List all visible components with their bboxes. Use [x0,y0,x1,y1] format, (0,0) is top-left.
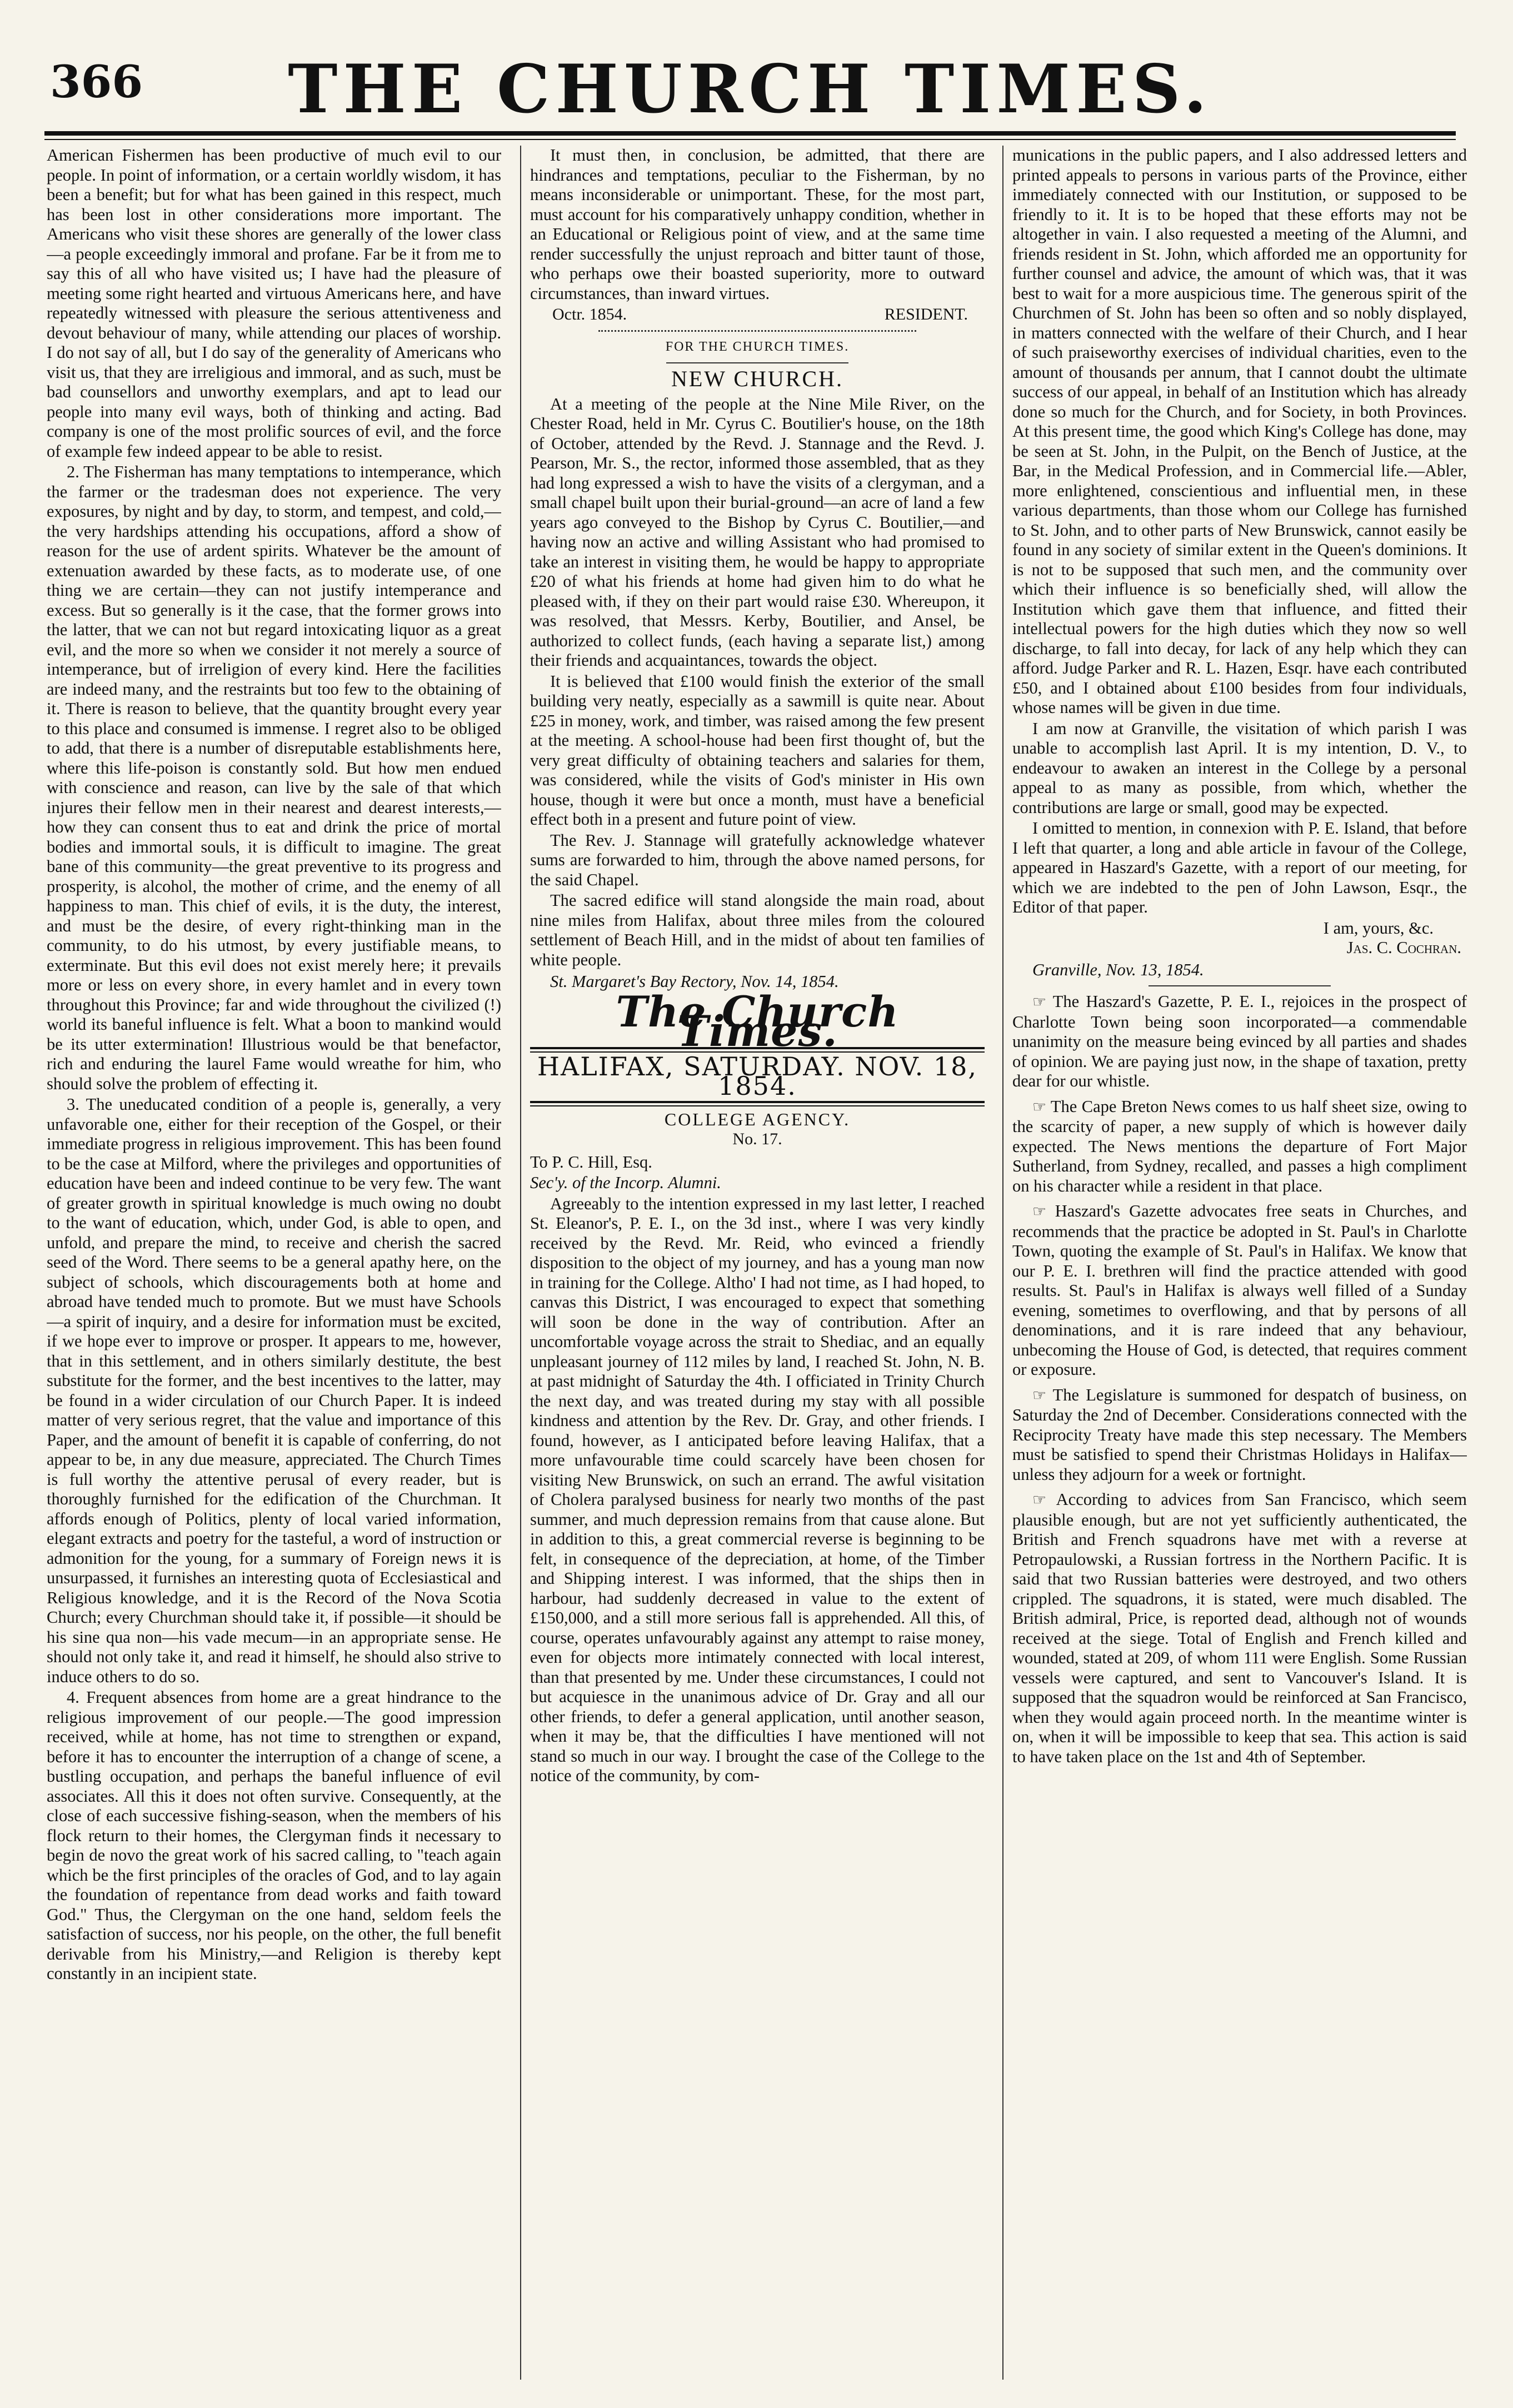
paper-nameplate: The Church Times. [616,986,899,1056]
pointing-hand-icon: ☞ [1032,1203,1055,1220]
paragraph: 4. Frequent absences from home are a great hindrance to the religious improvement of our people.—The good impression received, while at home, has not time to strengthen or expand, before it has to encounter the interruption of a change of scene, a bustling occupation, and perhaps the baneful influence of evil associates. All this it does not often survive. Consequently, at the close of each successive fishing-season, when the members of his flock return to their homes, the Clergyman finds it necessary to begin de novo the great work of his sacred calling, to "teach again which be the first principles of the oracles of God, and to lay again the foundation of repentance from dead works and faith toward God." Thus, the Clergyman on the one hand, seldom feels the satisfaction of success, nor his people, on the other, the full benefit derivable from his Ministry,—and Religion is thereby kept constantly in an incipient state. [47,1688,501,1983]
news-item-text: The Cape Breton News comes to us half sheet size, owing to the scarcity of paper, a new supply of which is however daily expected. The News mentions the departure of Fort Major Sutherland, from Sydney, recalled, and passes a high compliment on his character while a resident in that place. [1012,1096,1467,1195]
pointing-hand-icon: ☞ [1032,1098,1051,1116]
news-item-text: The Legislature is summoned for despatch of business, on Saturday the 2nd of December. Considerations connected with the Reciprocity Treaty have made this step necessary. The Members must be satisfied to spend their Christmas Holidays in Halifax—unless they adjourn for a week or fortnight. [1012,1385,1467,1484]
news-item-text: Haszard's Gazette advocates free seats in Churches, and recommends that the practice be adopted in St. Paul's in Charlotte Town, quoting the example of St. Paul's in Halifax. We know that our P. E. I. brethren will find the practice attended with good results. St. Paul's in Halifax is always well filled of a Sunday evening, sometimes to overflowing, and that by persons of all denominations, and it is rare indeed that any behaviour, unbecoming the House of God, is detected, that requires comment or exposure. [1012,1201,1467,1379]
news-item [1012,1201,1467,1380]
section-divider [666,362,848,363]
article-number: No. 17. [732,1130,782,1148]
paragraph: 3. The uneducated condition of a people is, generally, a very unfavorable one, either for their reception of the Gospel, or their immediate progress in religious improvement. This has been found to be the case at Milford, where the privileges and opportunities of education have been and indeed continue to be very few. The want of greater growth in spiritual knowledge is much owing no doubt to the want of education, which, under God, is able to open, and unfold, and prepare the mind, to receive and cherish the sacred seed of the Word. There seems to be a general apathy here, on the subject of schools, which discouragements both at home and abroad have tended much to promote. But we must have Schools—a spirit of inquiry, and a desire for information must be excited, if we hope ever to improve or prosper. It appears to me, however, that in this settlement, and in others similarly destitute, the best substitute for the former, and the best incentives to the latter, may be found in a wider circulation of our Church Paper. It is indeed matter of very serious regret, that the value and importance of this Paper, and the amount of benefit it is capable of conferring, do not appear to be, in any due measure, appreciated. The Church Times is full worthy the attentive perusal of every reader, but is thoroughly furnished for the edification of the Churchman. It affords enough of Politics, plenty of local varied information, elegant extracts and poetry for the tasteful, a word of instruction or admonition for the young, for a summary of Foreign news it is unsurpassed, it furnishes an interesting quota of Ecclesiastical and Religious knowledge, and it is the Record of the Nova Scotia Church; every Churchman should take it, if possible—it should be his sine qua non—his vade mecum—in an appropriate sense. He should not only take it, and read it himself, he should also strive to induce others to do so. [47,1095,501,1686]
column-divider [520,146,521,2380]
paragraph: The Rev. J. Stannage will gratefully acknowledge whatever sums are forwarded to him, through the above named persons, for the said Chapel. [530,830,985,889]
news-item [1012,1097,1467,1196]
article-heading: COLLEGE AGENCY. [664,1109,851,1129]
paragraph: munications in the public papers, and I also addressed letters and printed appeals to persons in various parts of the Province, either immediately connected with our Institution, or supposed to be friendly to it. It is to be hoped that these efforts may not be altogether in vain. I also requested a meeting of the Alumni, and friends resident in St. John, which afforded me an opportunity for further counsel and advice, the amount of which was, that it was best to wait for a more auspicious time. The generous spirit of the Churchmen of St. John has been so often and so nobly displayed, in matters connected with the welfare of their Church, and I hear of such praiseworthy exercises of individual charities, even to the amount of thousands per annum, that I cannot doubt the ultimate success of our appeal, in behalf of an Institution which has already done so much for the Church, and for Society, in both Provinces. At this present time, the good which King's College has done, may be seen at St. John, in the Pulpit, on the Bench of Justice, at the Bar, in the Medical Profession, and in Commercial life.—Abler, more enlightened, conscientious and influential men, in these various departments, than those whom our College has furnished to St. John, and to other parts of New Brunswick, cannot easily be found in any society of similar extent in the Queen's dominions. It is not to be supposed that such men, and the community over which their influence is so beneficially shed, will allow the Institution which gave them that influence, and fitted their intellectual powers for the high duties which they now so well discharge, to fall into decay, for lack of any help which they can afford. Judge Parker and R. L. Hazen, Esqr. have each contributed £50, and I obtained about £100 besides from four individuals, whose names will be given in due time. [1012,146,1467,717]
news-item [1012,1385,1467,1485]
paragraph: At a meeting of the people at the Nine Mile River, on the Chester Road, held in Mr. Cyrus C. Boutilier's house, on the 18th of October, attended by the Revd. J. Stannage and the Revd. J. Pearson, Mr. S., the rector, informed those assembled, that as they had long expressed a wish to have the visits of a clergyman, and a small chapel built upon their burial-ground—an acre of land a few years ago conveyed to the Bishop by Cyrus C. Boutilier,—and having now an active and willing Assistant who had promised to take an interest in visiting them, he would be happy to appropriate £20 of what his friends at home had given him to do what he pleased with, if they on their part would raise £30. Whereupon, it was resolved, that Messrs. Kerby, Boutilier, and Ansel, be authorized to collect funds, (each having a separate list,) among their friends and acquaintances, towards the object. [530,394,985,670]
article-heading: NEW CHURCH. [671,366,844,391]
paragraph: I omitted to mention, in connexion with P. E. Island, that before I left that quarter, a long and able article in favour of the College, appeared in Haszard's Gazette, with a report of our meeting, for which we are indebted to the pen of John Lawson, Esqr., the Editor of that paper. [1012,819,1467,916]
news-item-text: The Haszard's Gazette, P. E. I., rejoices in the prospect of Charlotte Town being soon incorporated—a commendable unanimity on the measure being evinced by all parties and shades of opinion. We are paying just now, in the shape of taxation, pretty dear for our whistle. [1012,992,1467,1090]
addressee-title: Sec'y. of the Incorp. Alumni. [530,1173,721,1192]
letter-dateline: Granville, Nov. 13, 1854. [1032,960,1204,979]
page-number: 366 [50,56,143,108]
column-2 [530,146,985,2385]
paragraph: The sacred edifice will stand alongside the main road, about nine miles from Halifax, about three miles from the coloured settlement of Beach Hill, and in the midst of about ten families of white people. [530,891,985,969]
news-item-text: According to advices from San Francisco, which seem plausible enough, but are not yet sufficiently authenticated, the British and French squadrons have met with a reverse at Petropaulowski, a Russian fortress in the Northern Pacific. It is said that two Russian batteries were destroyed, and two others crippled. The squadrons, it is stated, were much disabled. The British admiral, Price, is reported dead, although not of wounds received at the siege. Total of English and French killed and wounded, stated at 209, of whom 111 were English. Some Russian vessels were captured, and sent to Vancouver's Island. It is supposed that the squadron would be reinforced at San Francisco, when they would again proceed north. In the meantime winter is on, when it will be impossible to keep that sea. This action is said to have taken place on the 1st and 4th of September. [1012,1490,1467,1766]
pointing-hand-icon: ☞ [1032,1387,1053,1404]
newspaper-title: THE CHURCH TIMES. [288,50,1212,128]
paragraph: 2. The Fisherman has many temptations to intemperance, which the farmer or the tradesman does not experience. The very exposures, by night and by day, to storm, and tempest, and cold,—the very hardships attending his occupations, afford a show of reason for the use of ardent spirits. Whatever be the amount of extenuation awarded by these facts, as to moderate use, of one thing we are certain—they can not justify intemperance and excess. But so generally is it the case, that the former grows into the latter, that we can not but regard intoxicating liquor as a great evil, and the more so when we consider it not merely a source of intemperance, but of irreligion of every kind. Here the facilities are indeed many, and the restraints but too few to the obtaining of it. There is reason to believe, that the quantity brought every year to this place and consumed is immense. I regret also to be obliged to add, that there is a number of disreputable establishments here, where this life-poison is constantly sold. But how men endued with conscience and reason, can live by the sale of that which injures their fellow men in their nearest and dearest interests,—how they can consent thus to eat and drink the price of mortal bodies and immortal souls, it is difficult to imagine. The great bane of this community—the great preventive to its progress and prosperity, is alcohol, the mother of crime, and the enemy of all happiness to man. This chief of evils, it is the duty, the interest, and must be the desire, of every right-thinking man in the community, to do his utmost, by every justifiable means, to exterminate. But this evil does not exist merely here; it prevails more or less on every shore, in every hamlet and in every town throughout this Province; far and wide throughout the civilized (!) world its baneful influence is felt. What a boon to mankind would be its utter extermination! Illustrious would be that benefactor, rich and enduring the laurel Fame would wreathe for him, who should solve the problem of effecting it. [47,462,501,1093]
section-divider [598,330,917,332]
letter-date: Octr. 1854. [552,305,627,323]
article-dateline: St. Margaret's Bay Rectory, Nov. 14, 1854. [550,972,839,991]
letter-closing: I am, yours, &c. [1323,918,1434,938]
letter-signature: Jas. C. Cochran. [1346,938,1461,957]
column-3 [1012,146,1467,2385]
section-kicker: FOR THE CHURCH TIMES. [665,339,850,354]
addressee: To P. C. Hill, Esq. [530,1152,652,1171]
paragraph: It must then, in conclusion, be admitted, that there are hindrances and temptations, peculiar to the Fisherman, by no means inconsiderable or unimportant. These, for the most part, must account for his comparatively unhappy condition, whether in an Educational or Religious point of view, and at the same time render successfully the unjust reproach and bitter taunt of those, who perhaps owe their boasted superiority, more to outward circumstances, than inward virtues. [530,146,985,303]
news-item [1012,992,1467,1091]
paragraph: I am now at Granville, the visitation of which parish I was unable to accomplish last April. It is my intention, D. V., to endeavour to awaken an interest in the College by a personal appeal to as many as possible, from which, whether the contributions are large or small, good may be expected. [1012,719,1467,817]
section-divider [1149,985,1330,986]
pointing-hand-icon: ☞ [1032,994,1053,1011]
masthead-rule-heavy [44,131,1456,136]
nameplate-rule [530,1101,985,1106]
column-1 [47,146,501,2385]
paragraph: Agreeably to the intention expressed in my last letter, I reached St. Eleanor's, P. E. I., on the 3d inst., where I was very kindly received by the Revd. Mr. Reid, who evinced a friendly disposition to the object of my journey, and has a young man now in training for the College. Altho' I had not time, as I had hoped, to canvas this District, I was encouraged to expect that something will soon be done in the way of contribution. After an uncomfortable voyage across the strait to Shediac, and an equally unpleasant journey of 112 miles by land, I reached St. John, N. B. at past midnight of Saturday the 4th. I officiated in Trinity Church the next day, and was treated during my stay with all possible kindness and attention by the Rev. Dr. Gray, and other friends. I found, however, as I anticipated before leaving Halifax, that a more unfavourable time could scarcely have been chosen for visiting New Brunswick, on such an errand. The awful visitation of Cholera paralysed business for nearly two months of the past summer, and much depression remains from that cause alone. But in addition to this, a great commercial reverse is beginning to be felt, in consequence of the depreciation, at home, of the Timber and Shipping interest. I was informed, that the ships then in harbour, had suddenly decreased in value to the extent of £150,000, and a still more serious fall is apprehended. All this, of course, operates unfavourably against any attempt to raise money, even for objects more intimately connected with local interest, than that presented by me. Under these circumstances, I could not but acquiesce in the unanimous advice of Dr. Gray and all our other friends, to defer a general application, until another season, when it may be, that the difficulties I have mentioned will not stand so much in our way. I brought the case of the College to the notice of the community, by com- [530,1194,985,1785]
letter-signoff [530,305,985,325]
paragraph: It is believed that £100 would finish the exterior of the small building very neatly, especially as a sawmill is quite near. About £25 in money, work, and timber, was raised among the few present at the meeting. A school-house had been first thought of, but the very great difficulty of obtaining teachers and salaries for them, was considered, while the visits of God's minister in His own house, though it were but once a month, must have a beneficial effect both in a present and future point of view. [530,671,985,829]
paragraph: American Fishermen has been productive of much evil to our people. In point of information, or a certain worldly wisdom, it has been a benefit; but for what has been gained in this respect, much has been lost in other considerations more important. The Americans who visit these shores are generally of the lower class—a people exceedingly immoral and profane. Far be it from me to say this of all who have visited us; I have had the pleasure of meeting some right hearted and virtuous Americans here, and have repeatedly witnessed with pleasure the serious attentiveness and devout behaviour of many, while attending our places of worship. I do not say of all, but I do say of the generality of Americans who visit us, that they are irreligious and immoral, and as such, must be bad counsellors and unworthy exemplars, and apt to lead our people into many evil ways, both of thinking and acting. Bad company is one of the most prolific sources of evil, and the force of example few indeed appear to be able to resist. [47,146,501,461]
news-item [1012,1490,1467,1767]
column-divider [1002,146,1003,2380]
pointing-hand-icon: ☞ [1032,1492,1056,1509]
issue-dateline: HALIFAX, SATURDAY. NOV. 18, 1854. [537,1051,978,1101]
masthead-rule-light [44,139,1456,140]
letter-signature: RESIDENT. [884,305,968,323]
